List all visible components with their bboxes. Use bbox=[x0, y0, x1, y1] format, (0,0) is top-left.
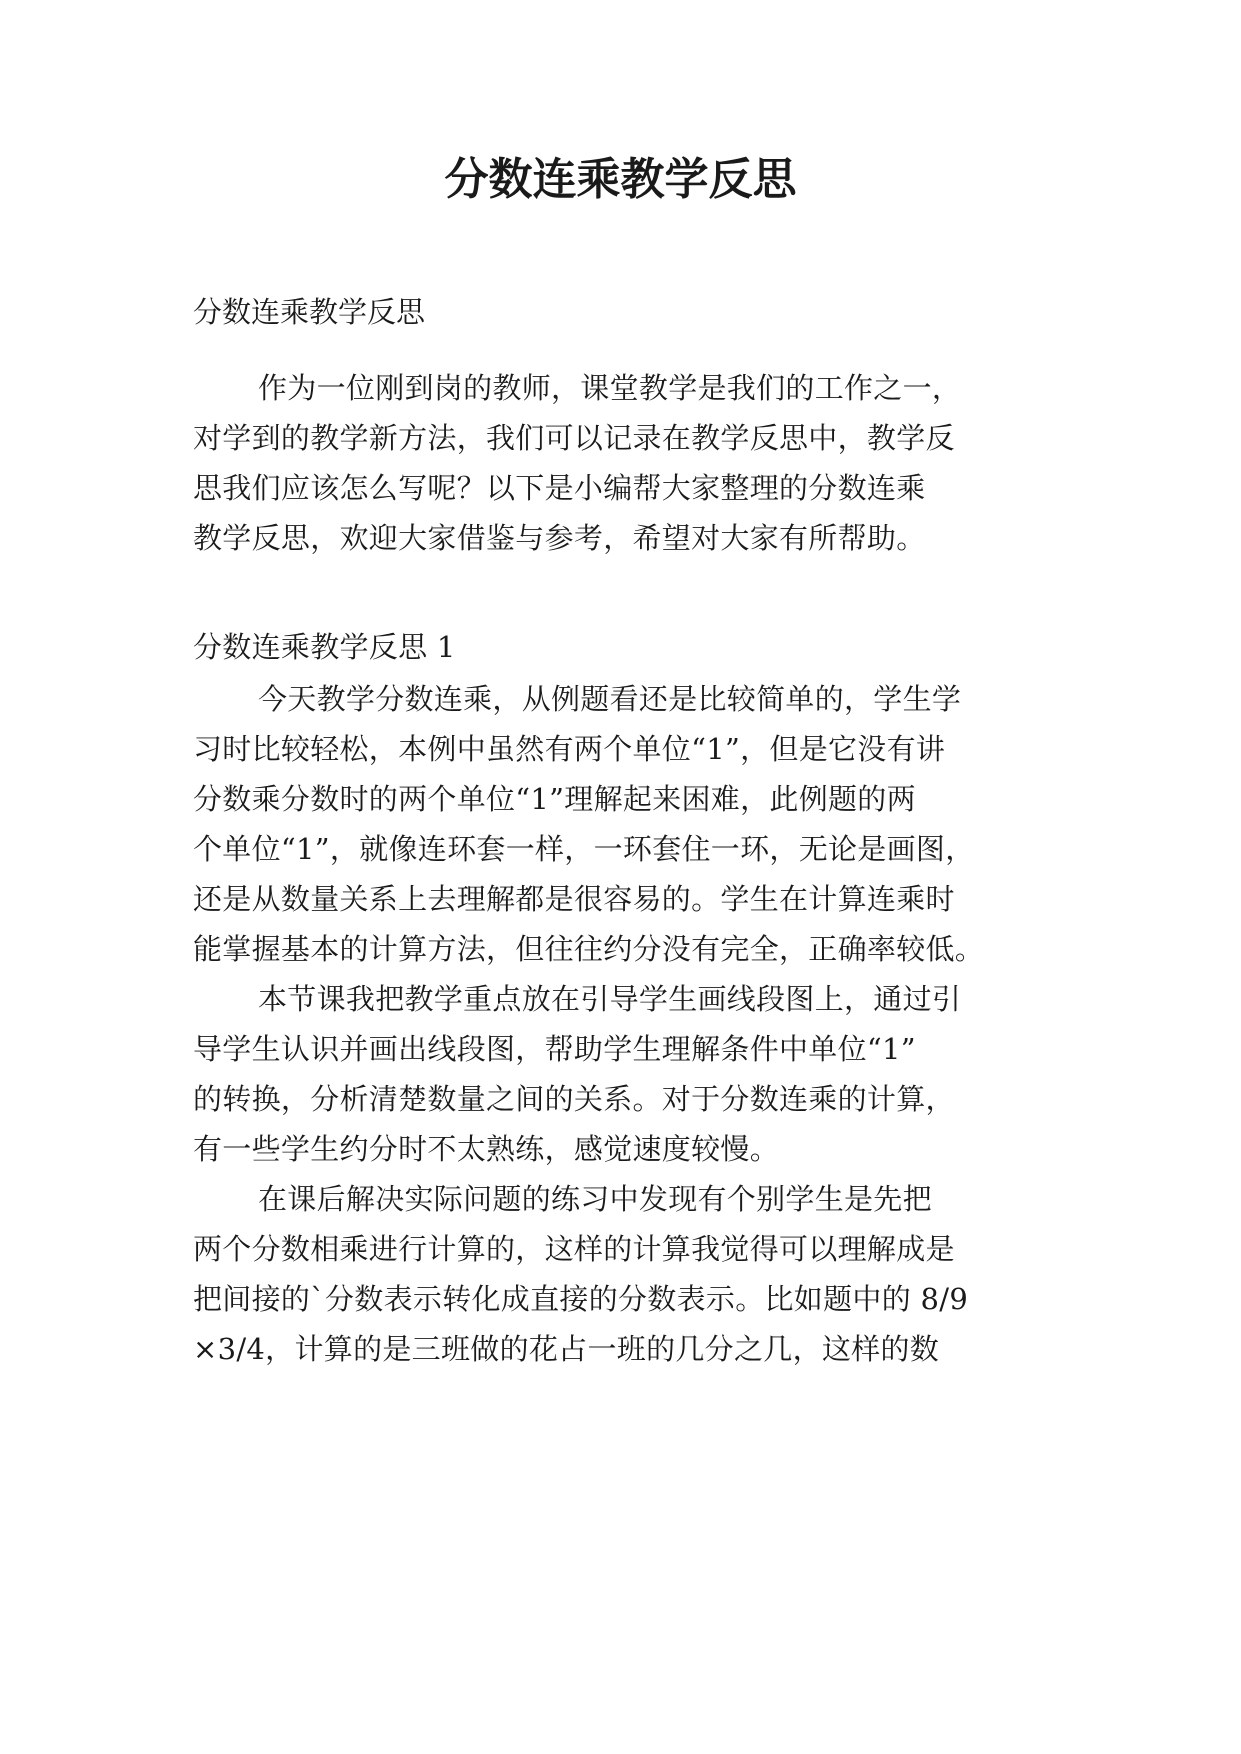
text-line: 个单位“1”，就像连环套一样，一环套住一环，无论是画图， bbox=[193, 832, 975, 866]
text-line: 的转换，分析清楚数量之间的关系。对于分数连乘的计算， bbox=[193, 1082, 955, 1116]
text-line: 导学生认识并画出线段图，帮助学生理解条件中单位“1” bbox=[193, 1032, 916, 1066]
text-line: 分数乘分数时的两个单位“1”理解起来困难，此例题的两 bbox=[193, 782, 916, 816]
text-line: 作为一位刚到岗的教师，课堂教学是我们的工作之一， bbox=[258, 371, 962, 405]
text-line: ×3/4，计算的是三班做的花占一班的几分之几，这样的数 bbox=[193, 1332, 940, 1366]
section-heading: 分数连乘教学反思 1 bbox=[193, 630, 456, 664]
text-line: 教学反思，欢迎大家借鉴与参考，希望对大家有所帮助。 bbox=[193, 521, 926, 555]
text-line: 今天教学分数连乘，从例题看还是比较简单的，学生学 bbox=[258, 682, 962, 716]
text-line: 还是从数量关系上去理解都是很容易的。学生在计算连乘时 bbox=[193, 882, 955, 916]
text-line: 习时比较轻松，本例中虽然有两个单位“1”，但是它没有讲 bbox=[193, 732, 946, 766]
text-line: 能掌握基本的计算方法，但往往约分没有完全，正确率较低。 bbox=[193, 932, 985, 966]
text-line: 两个分数相乘进行计算的，这样的计算我觉得可以理解成是 bbox=[193, 1232, 955, 1266]
text-line: 本节课我把教学重点放在引导学生画线段图上，通过引 bbox=[258, 982, 962, 1016]
text-line: 思我们应该怎么写呢？以下是小编帮大家整理的分数连乘 bbox=[193, 471, 926, 505]
text-line: 在课后解决实际问题的练习中发现有个别学生是先把 bbox=[258, 1182, 932, 1216]
text-line: 有一些学生约分时不太熟练，感觉速度较慢。 bbox=[193, 1132, 780, 1166]
document-title: 分数连乘教学反思 bbox=[444, 154, 797, 205]
text-line: 对学到的教学新方法，我们可以记录在教学反思中，教学反 bbox=[193, 421, 955, 455]
document-subtitle: 分数连乘教学反思 bbox=[193, 295, 426, 329]
text-line: 把间接的`分数表示转化成直接的分数表示。比如题中的 8/9 bbox=[193, 1282, 969, 1316]
